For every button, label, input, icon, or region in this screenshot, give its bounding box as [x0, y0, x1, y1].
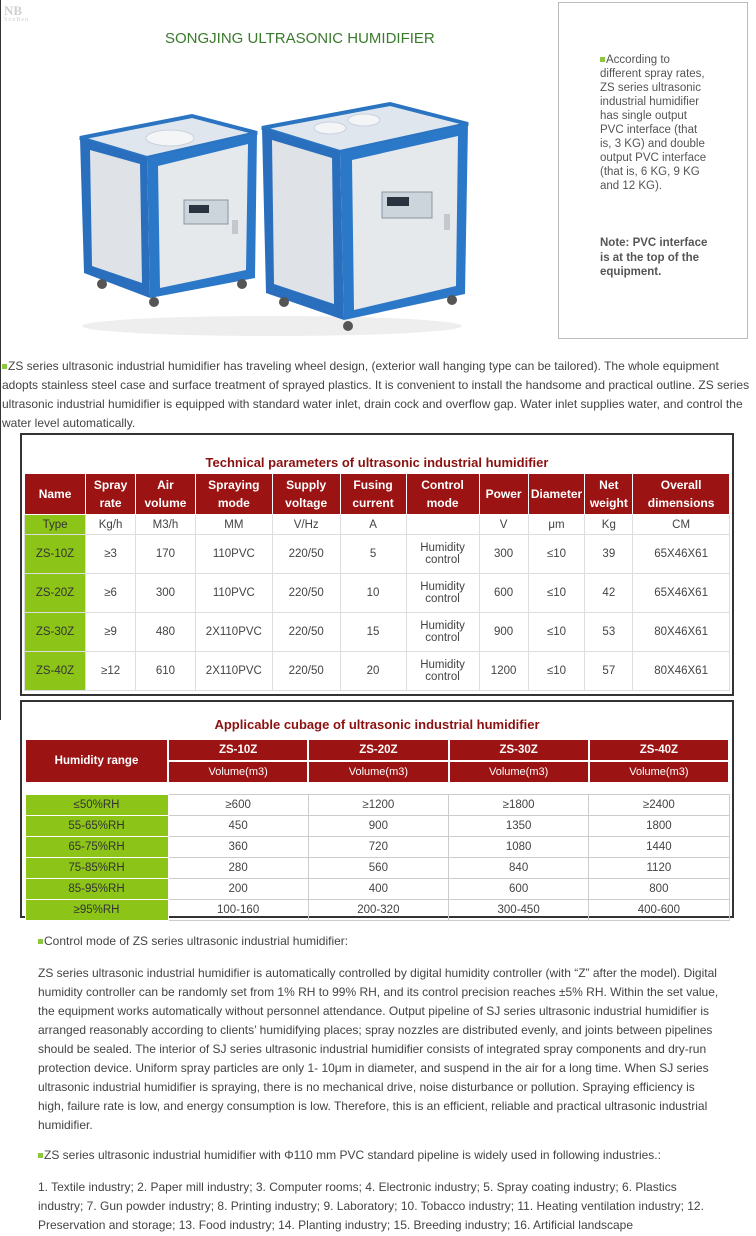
table1-row — [25, 535, 730, 574]
table1-cell: ZS-30Z — [25, 613, 86, 652]
table1-header-cell: Fusing current — [340, 474, 406, 515]
note-box-note: Note: PVC interface is at the top of the equipment. — [600, 237, 708, 278]
table1-cell: ≥12 — [86, 652, 136, 691]
table2-cell: 720 — [308, 837, 448, 858]
volume-unit-cell: Volume(m3) — [168, 761, 308, 783]
table1-cell: 5 — [340, 535, 406, 574]
note-box-text: According to different spray rates, ZS series ultrasonic industrial humidifier has single output PVC interface (that is, 3 KG) and double output PVC interface (that is, 6 KG, 9 KG and 12 KG). — [600, 54, 707, 192]
table1-cell: 220/50 — [272, 574, 340, 613]
table1-unit-cell: CM — [633, 515, 730, 535]
table2-cell: 840 — [449, 858, 589, 879]
table1-row — [25, 574, 730, 613]
bullet-icon — [38, 1153, 43, 1158]
table1-cell: 80X46X61 — [633, 652, 730, 691]
table1-cell: 220/50 — [272, 613, 340, 652]
note-box — [558, 2, 748, 339]
table1-unit-cell: μm — [528, 515, 585, 535]
table1-header-cell: Net weight — [585, 474, 633, 515]
table2-row — [25, 837, 729, 858]
table1-cell: 1200 — [479, 652, 528, 691]
table1-cell: 110PVC — [195, 574, 272, 613]
left-border-line — [0, 0, 1, 720]
table1-cell: 110PVC — [195, 535, 272, 574]
table1-cell: 220/50 — [272, 535, 340, 574]
table1-cell: 15 — [340, 613, 406, 652]
table1-row — [25, 613, 730, 652]
table1-cell: 20 — [340, 652, 406, 691]
table2-row — [25, 858, 729, 879]
table2-cell: 200-320 — [308, 900, 448, 921]
table2-cell: 75-85%RH — [25, 858, 168, 879]
table1-cell: 300 — [136, 574, 196, 613]
table2-cell: 200 — [168, 879, 308, 900]
bullet-icon — [38, 939, 43, 944]
table1-cell: 42 — [585, 574, 633, 613]
table2-cell: 65-75%RH — [25, 837, 168, 858]
product-image — [72, 88, 472, 338]
table1-cell: 57 — [585, 652, 633, 691]
table2-row — [25, 879, 729, 900]
table1-cell: 80X46X61 — [633, 613, 730, 652]
table1-cell: Humidity control — [406, 574, 479, 613]
table1-cell: 53 — [585, 613, 633, 652]
table1-unit-cell: V — [479, 515, 528, 535]
table1-cell: ZS-40Z — [25, 652, 86, 691]
table1-header-cell: Supply voltage — [272, 474, 340, 515]
technical-parameters-title: Technical parameters of ultrasonic industrial humidifier — [205, 455, 549, 470]
control-paragraph: ZS series ultrasonic industrial humidifier is automatically controlled by digital humidity controller (with “Z” after the model). Digital humidity controller can be randomly set from 1% RH to 99% RH, and its control precision reaches ±5% RH. Within the set value, the equipment works automatically without personnel attendance. Output pipeline of SJ series ultrasonic industrial humidifier is arranged reasonably according to clients’ humidifying places; spray nozzles are distributed evenly, and joints between pipelines should be sealed. The interior of SJ series ultrasonic industrial humidifier consists of integrated spray components and dry-run protection device. Uniform spray particles are only 1- 10μm in diameter, and suspend in the air for a long time. When SJ series ultrasonic industrial humidifier is spraying, there is no mechanical drive, noise disturbance or pollution. Spraying efficiency is high, failure rate is low, and energy consumption is low. Therefore, this is an efficient, reliable and practical ultrasonic industrial humidifier. — [38, 966, 719, 1132]
page-title: SONGJING ULTRASONIC HUMIDIFIER — [165, 30, 435, 47]
industries-heading: ZS series ultrasonic industrial humidifier with Φ110 mm PVC standard pipeline is widely used in following industries.: — [38, 1148, 661, 1162]
model-header-cell: ZS-40Z — [589, 739, 729, 761]
table2-cell: 55-65%RH — [25, 816, 168, 837]
table2-cell: 280 — [168, 858, 308, 879]
bullet-icon — [600, 57, 605, 62]
table2-cell: 1120 — [589, 858, 729, 879]
industries-list: 1. Textile industry; 2. Paper mill industry; 3. Computer rooms; 4. Electronic industry; 5. Spray coating industry; 6. Plastics industry; 7. Gun powder industry; 8. Printing industry; 9. Laboratory; 10. Tobacco industry; 11. Heating ventilation industry; 12. Preservation and storage; 13. Food industry; 14. Planting industry; 15. Breeding industry; 16. Artificial landscape — [38, 1180, 704, 1232]
table1-cell: Humidity control — [406, 652, 479, 691]
table1-cell: 65X46X61 — [633, 574, 730, 613]
table2-cell: 560 — [308, 858, 448, 879]
table2-row — [25, 816, 729, 837]
table1-header-cell: Control mode — [406, 474, 479, 515]
table1-unit-cell: Kg/h — [86, 515, 136, 535]
table2-cell: ≥1800 — [449, 795, 589, 816]
table1-cell: 65X46X61 — [633, 535, 730, 574]
table1-cell: 610 — [136, 652, 196, 691]
table1-cell: Humidity control — [406, 613, 479, 652]
table1-cell: 300 — [479, 535, 528, 574]
table1-unit-cell: V/Hz — [272, 515, 340, 535]
table2-cell: ≤50%RH — [25, 795, 168, 816]
control-heading: Control mode of ZS series ultrasonic industrial humidifier: — [38, 934, 348, 948]
table1-cell: 2X110PVC — [195, 652, 272, 691]
table2-cell: 360 — [168, 837, 308, 858]
brand-logo: NB SonBen — [4, 3, 30, 23]
table1-cell: ZS-20Z — [25, 574, 86, 613]
table2-cell: 600 — [449, 879, 589, 900]
table1-unit-cell: Kg — [585, 515, 633, 535]
table1-header-cell: Air volume — [136, 474, 196, 515]
bullet-icon — [2, 364, 7, 369]
spacer-row — [25, 783, 729, 795]
table1-cell: ≥9 — [86, 613, 136, 652]
table2-cell: 1800 — [589, 816, 729, 837]
cubage-title: Applicable cubage of ultrasonic industrial humidifier — [214, 717, 540, 732]
volume-unit-cell: Volume(m3) — [449, 761, 589, 783]
table2-cell: 300-450 — [449, 900, 589, 921]
table1-unit-cell: M3/h — [136, 515, 196, 535]
table2-row — [25, 900, 729, 921]
table2-cell: 85-95%RH — [25, 879, 168, 900]
table1-cell: 220/50 — [272, 652, 340, 691]
table1-header-cell: Spraying mode — [195, 474, 272, 515]
table1-unit-cell: MM — [195, 515, 272, 535]
cubage-table — [24, 738, 730, 921]
table2-cell: ≥1200 — [308, 795, 448, 816]
table1-cell: ZS-10Z — [25, 535, 86, 574]
table2-cell: 400 — [308, 879, 448, 900]
table2-cell: ≥2400 — [589, 795, 729, 816]
table1-unit-cell: Type — [25, 515, 86, 535]
table2-cell: ≥95%RH — [25, 900, 168, 921]
table1-cell: ≥3 — [86, 535, 136, 574]
table1-header-cell: Power — [479, 474, 528, 515]
table1-header-cell: Spray rate — [86, 474, 136, 515]
table2-row — [25, 795, 729, 816]
table2-cell: 1350 — [449, 816, 589, 837]
table1-cell: ≤10 — [528, 535, 585, 574]
table2-cell: 800 — [589, 879, 729, 900]
table2-cell: 100-160 — [168, 900, 308, 921]
model-header-cell: ZS-30Z — [449, 739, 589, 761]
table1-row — [25, 652, 730, 691]
table2-cell: ≥600 — [168, 795, 308, 816]
model-header-cell: ZS-20Z — [308, 739, 448, 761]
table1-cell: ≥6 — [86, 574, 136, 613]
table2-cell: 1080 — [449, 837, 589, 858]
table1-cell: ≤10 — [528, 574, 585, 613]
table1-cell: ≤10 — [528, 652, 585, 691]
table1-cell: 480 — [136, 613, 196, 652]
technical-parameters-panel — [20, 433, 734, 696]
table1-cell: ≤10 — [528, 613, 585, 652]
table1-cell: 2X110PVC — [195, 613, 272, 652]
table1-cell: Humidity control — [406, 535, 479, 574]
humidity-range-header: Humidity range — [25, 739, 168, 783]
table2-cell: 450 — [168, 816, 308, 837]
table1-unit-cell — [406, 515, 479, 535]
volume-unit-cell: Volume(m3) — [589, 761, 729, 783]
cubage-panel — [20, 700, 734, 918]
table1-unit-cell: A — [340, 515, 406, 535]
table1-cell: 10 — [340, 574, 406, 613]
table1-cell: 170 — [136, 535, 196, 574]
volume-unit-cell: Volume(m3) — [308, 761, 448, 783]
table1-header-cell: Overall dimensions — [633, 474, 730, 515]
table1-cell: 900 — [479, 613, 528, 652]
table1-cell: 39 — [585, 535, 633, 574]
table2-cell: 1440 — [589, 837, 729, 858]
table2-cell: 900 — [308, 816, 448, 837]
table2-cell: 400-600 — [589, 900, 729, 921]
intro-paragraph: ZS series ultrasonic industrial humidifier has traveling wheel design, (exterior wall hanging type can be tailored). The whole equipment adopts stainless steel case and surface treatment of sprayed plastics. It is convenient to install the handsome and practical outline. ZS series ultrasonic industrial humidifier is equipped with standard water inlet, drain cock and overflow gap. Water inlet supplies water, and control the water level automatically. — [2, 359, 750, 430]
table1-header-cell: Name — [25, 474, 86, 515]
table1-cell: 600 — [479, 574, 528, 613]
technical-parameters-table — [24, 473, 730, 691]
model-header-cell: ZS-10Z — [168, 739, 308, 761]
table1-header-cell: Diameter — [528, 474, 585, 515]
